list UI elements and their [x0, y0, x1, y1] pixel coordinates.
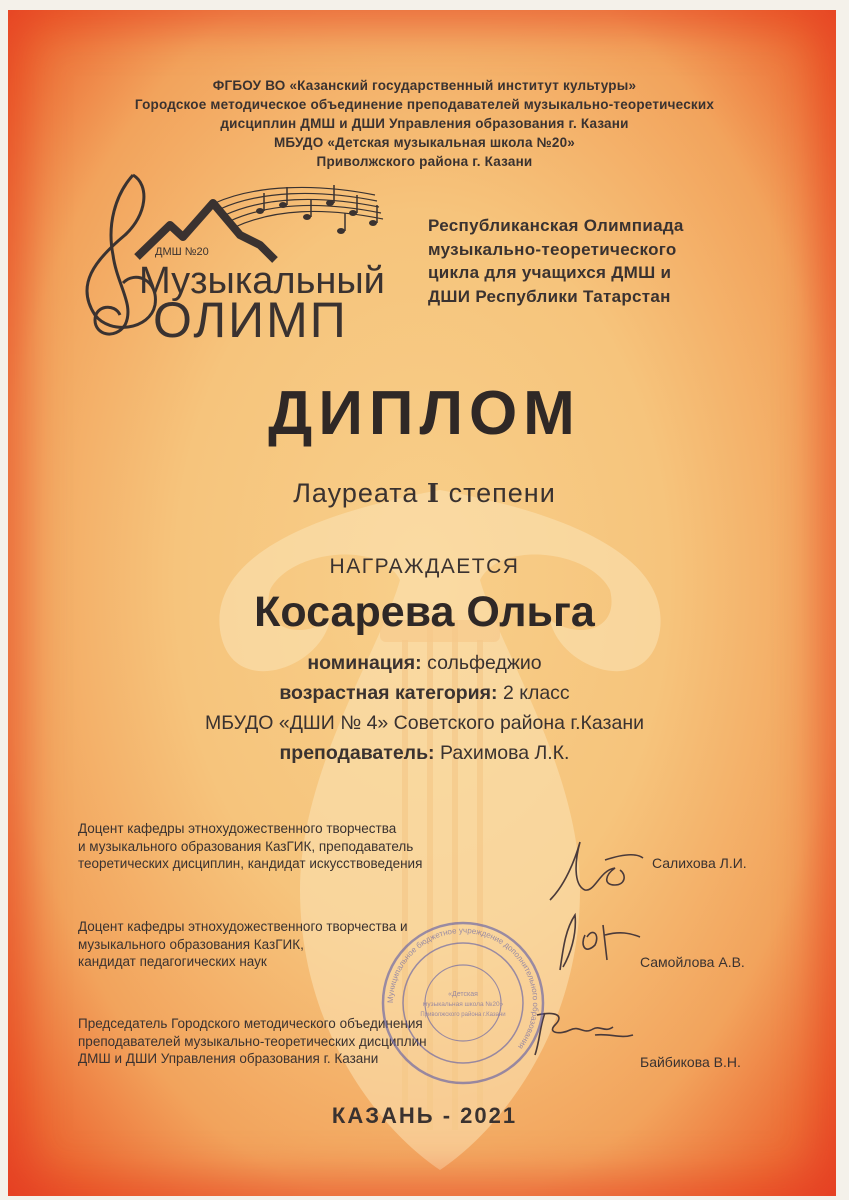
header-line: ФГБОУ ВО «Казанский государственный институт культуры»	[212, 78, 637, 93]
school-row: МБУДО «ДШИ № 4» Советского района г.Казани	[204, 712, 644, 734]
signatory-title-line: кандидат педагогических наук	[78, 954, 267, 969]
logo-word-olymp: ОЛИМП	[153, 292, 348, 345]
signatory-title-line: Доцент кафедры этнохудожественного творчества	[78, 821, 397, 836]
treble-clef-icon	[95, 175, 133, 334]
signatory-title	[78, 1015, 427, 1068]
stamp-line: музыкальная школа №20»	[422, 1001, 504, 1008]
signatory-name: Салихова Л.И.	[652, 855, 747, 871]
signatory-title-line: и музыкального образования КазГИК, преподаватель	[78, 838, 414, 854]
degree-roman: I	[426, 479, 441, 509]
organizers-header	[0, 76, 849, 171]
official-stamp	[378, 918, 548, 1088]
diploma-title: ДИПЛОМ	[268, 379, 581, 448]
music-olymp-logo	[55, 165, 395, 345]
recipient-name: Косарева Ольга	[254, 588, 595, 636]
teacher-label: преподаватель:	[279, 742, 435, 764]
olympiad-line: цикла для учащихся ДМШ и	[428, 263, 672, 282]
header-line: МБУДО «Детская музыкальная школа №20»	[273, 135, 575, 150]
awarded-label: НАГРАЖДАЕТСЯ	[329, 555, 520, 578]
nomination-row	[0, 648, 849, 678]
logo-word-musical: Музыкальный	[139, 260, 385, 302]
signatory-title-line: теоретических дисциплин, кандидат искусствоведения	[78, 856, 423, 871]
teacher-value: Рахимова Л.К.	[439, 742, 570, 764]
logo-school-label: ДМШ №20	[155, 246, 209, 258]
teacher-row	[0, 738, 849, 768]
olympiad-title	[428, 214, 684, 308]
header-line: дисциплин ДМШ и ДШИ Управления образования г. Казани	[220, 116, 629, 131]
olympiad-line: ДШИ Республики Татарстан	[428, 286, 671, 306]
nomination-label: номинация:	[307, 652, 422, 674]
signatory-title-line: музыкального образования КазГИК,	[78, 936, 304, 952]
signature-salikhova	[545, 830, 645, 910]
stamp-line: «Детская	[448, 991, 478, 998]
olympiad-line: музыкально-теоретического	[428, 239, 677, 259]
signatory-name: Самойлова А.В.	[640, 954, 745, 970]
age-category-value: 2 класс	[502, 682, 570, 704]
stamp-line: Приволжского района г.Казани	[420, 1012, 506, 1018]
signature-samoylova	[545, 905, 645, 975]
olympiad-line: Республиканская Олимпиада	[428, 216, 684, 235]
signatory-title-line: ДМШ и ДШИ Управления образования г. Казани	[78, 1051, 379, 1066]
degree-suffix: степени	[448, 478, 556, 508]
award-details	[0, 648, 849, 768]
age-category-label: возрастная категория:	[279, 682, 498, 704]
degree-prefix: Лауреата	[293, 478, 419, 508]
city-year-footer: КАЗАНЬ - 2021	[331, 1103, 518, 1128]
laureate-degree	[0, 478, 849, 509]
signatory-title-line: Председатель Городского методического объединения	[78, 1016, 423, 1031]
signatory-name: Байбикова В.Н.	[640, 1054, 741, 1070]
age-category-row	[0, 678, 849, 708]
header-line: Приволжского района г. Казани	[316, 154, 533, 169]
signatory-title	[78, 918, 408, 971]
signatory-title	[78, 820, 422, 873]
header-line: Городское методическое объединение преподавателей музыкально-теоретических	[134, 97, 715, 112]
staff-lines-icon	[215, 187, 383, 227]
nomination-value: сольфеджио	[427, 652, 542, 674]
signatory-title-line: Доцент кафедры этнохудожественного творчества и	[78, 919, 408, 934]
signatory-title-line: преподавателей музыкально-теоретических дисциплин	[78, 1033, 427, 1049]
stamp-ring-text: Муниципальное бюджетное учреждение дополнительного образования	[385, 925, 541, 1051]
